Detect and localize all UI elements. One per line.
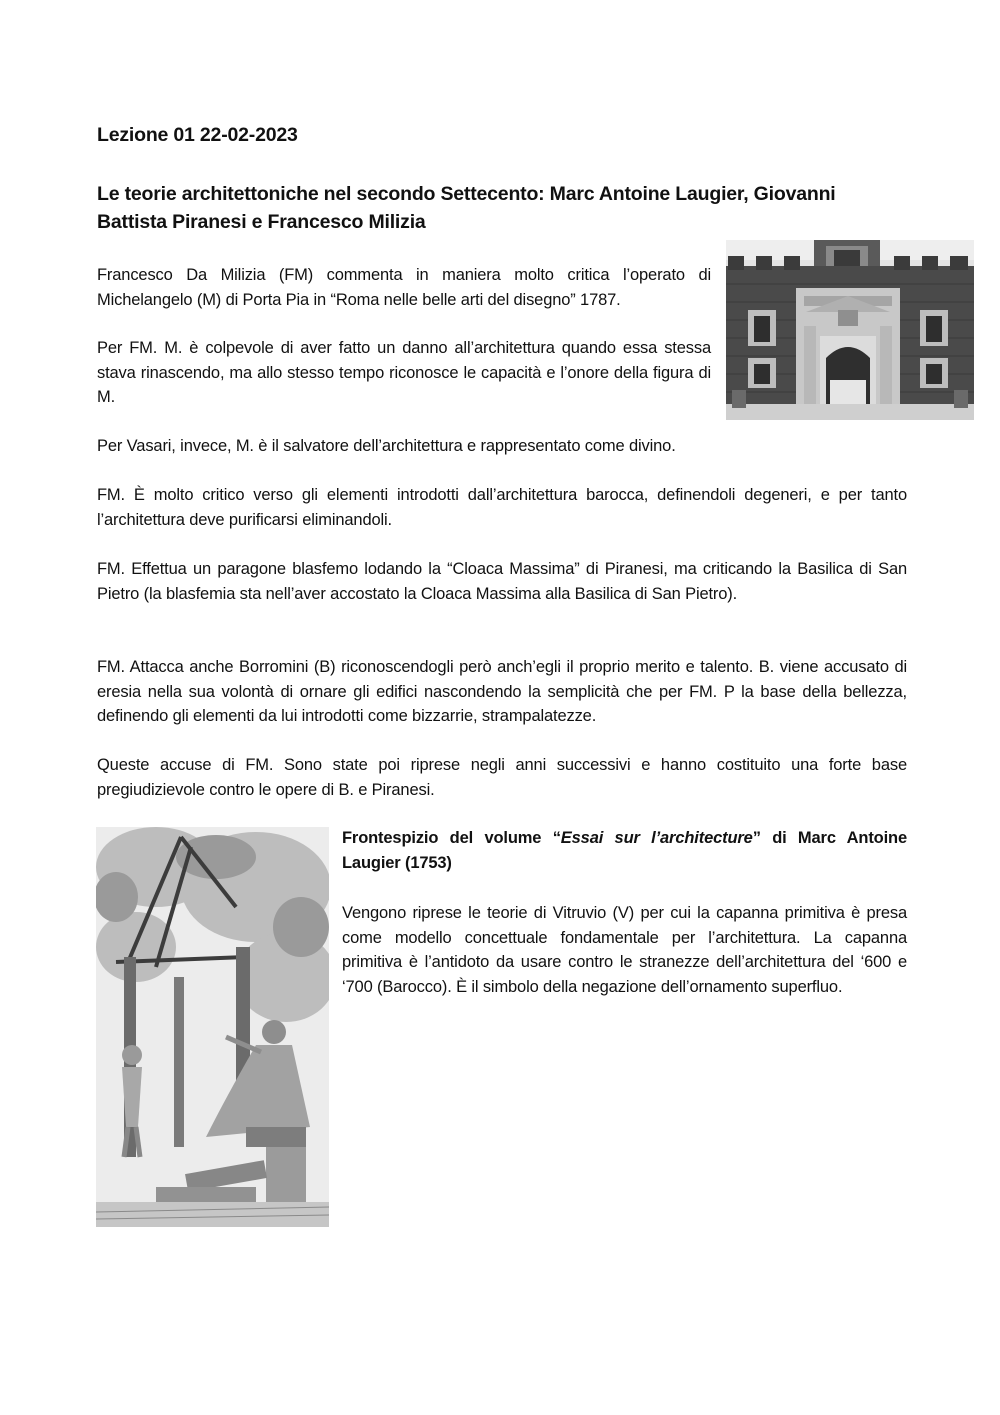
- paragraph-3: Per Vasari, invece, M. è il salvatore dell’architettura e rappresentato come divino.: [97, 437, 676, 455]
- caption-suffix: ” di Marc Antoine Laugier (1753): [342, 829, 907, 872]
- frontispiece-engraving: [96, 827, 329, 1227]
- figure-caption: [342, 826, 907, 875]
- porta-pia-photo: [726, 240, 974, 420]
- caption-book-title: Essai sur l’architecture: [560, 829, 753, 847]
- figure-paragraph: Vengono riprese le teorie di Vitruvio (V) per cui la capanna primitiva è presa come modello concettuale fondamentale per l’architettura. La capanna primitiva è l’antidoto da usare contro le stranezze dell’architettura del ‘600 e ‘700 (Barocco). È il simbolo della negazione dell’ornamento superfluo.: [342, 904, 907, 996]
- paragraph-4: FM. È molto critico verso gli elementi introdotti dall’architettura barocca, definendoli degeneri, e per tanto l’architettura deve purificarsi eliminandoli.: [97, 486, 907, 529]
- paragraph-1: Francesco Da Milizia (FM) commenta in maniera molto critica l’operato di Michelangelo (M) di Porta Pia in “Roma nelle belle arti del disegno” 1787.: [97, 266, 711, 309]
- paragraph-7: Queste accuse di FM. Sono state poi riprese negli anni successivi e hanno costituito una forte base pregiudizievole contro le opere di B. e Piranesi.: [97, 756, 907, 799]
- paragraph-5: FM. Effettua un paragone blasfemo lodando la “Cloaca Massima” di Piranesi, ma criticando la Basilica di San Pietro (la blasfemia sta nell’aver accostato la Cloaca Massima alla Basilica di San Pietro).: [97, 560, 907, 603]
- caption-prefix: Frontespizio del volume “: [342, 829, 561, 847]
- page-title: Le teorie architettoniche nel secondo Settecento: Marc Antoine Laugier, Giovanni Battista Piranesi e Francesco Milizia: [97, 183, 836, 233]
- paragraph-6: FM. Attacca anche Borromini (B) riconoscendogli però anch’egli il proprio merito e talento. B. viene accusato di eresia nella sua volontà di ornare gli edifici nascondendo la semplicità che per FM. P la base della bellezza, definendo gli elementi da lui introdotti come bizzarrie, strampalatezze.: [97, 658, 907, 725]
- lesson-heading: Lezione 01 22-02-2023: [97, 124, 298, 146]
- paragraph-2: Per FM. M. è colpevole di aver fatto un danno all’architettura quando essa stessa stava rinascendo, ma allo stesso tempo riconosce le capacità e l’onore della figura di M.: [97, 339, 711, 406]
